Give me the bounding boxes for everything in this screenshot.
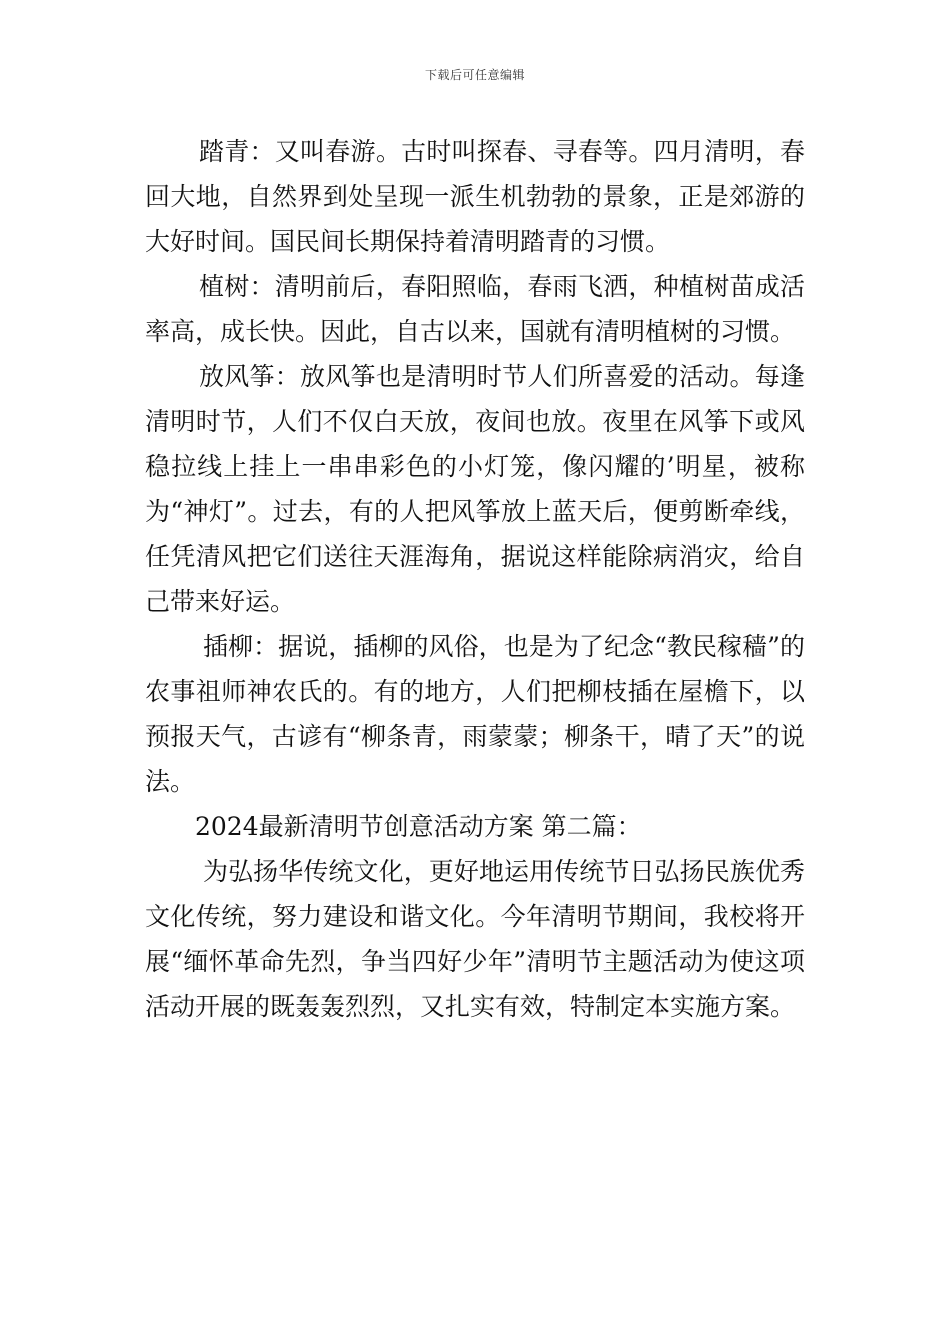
paragraph-zhishu: 植树：清明前后，春阳照临，春雨飞洒，种植树苗成活率高，成长快。因此，自古以来，国就有清明植树的习惯。 <box>145 272 805 346</box>
paragraph-chaliu: 插柳：据说，插柳的风俗，也是为了纪念“教民稼穑”的农事祖师神农氏的。有的地方，人们把柳枝插在屋檐下，以预报天气，古谚有“柳条青，雨蒙蒙；柳条干，晴了天”的说法。 <box>145 632 805 796</box>
header-note: 下载后可任意编辑 <box>424 68 525 82</box>
document-body <box>145 129 805 1029</box>
paragraph-taqing: 踏青：又叫春游。古时叫探春、寻春等。四月清明，春回大地，自然界到处呈现一派生机勃勃的景象，正是郊游的大好时间。国民间长期保持着清明踏青的习惯。 <box>145 137 805 256</box>
paragraph-plan-intro: 为弘扬华传统文化，更好地运用传统节日弘扬民族优秀文化传统，努力建设和谐文化。今年清明节期间，我校将开展“缅怀革命先烈，争当四好少年”清明节主题活动为使这项活动开展的既轰轰烈烈，又扎实有效，特制定本实施方案。 <box>145 857 805 1021</box>
section-heading: 2024最新清明节创意活动方案 第二篇： <box>195 812 642 841</box>
paragraph-fangfengzheng: 放风筝：放风筝也是清明时节人们所喜爱的活动。每逢清明时节，人们不仅白天放，夜间也放。夜里在风筝下或风稳拉线上挂上一串串彩色的小灯笼，像闪耀的’明星，被称为“神灯”。过去，有的人把风筝放上蓝天后，便剪断牵线，任凭清风把它们送往天涯海角，据说这样能除病消灾，给自己带来好运。 <box>145 362 805 616</box>
